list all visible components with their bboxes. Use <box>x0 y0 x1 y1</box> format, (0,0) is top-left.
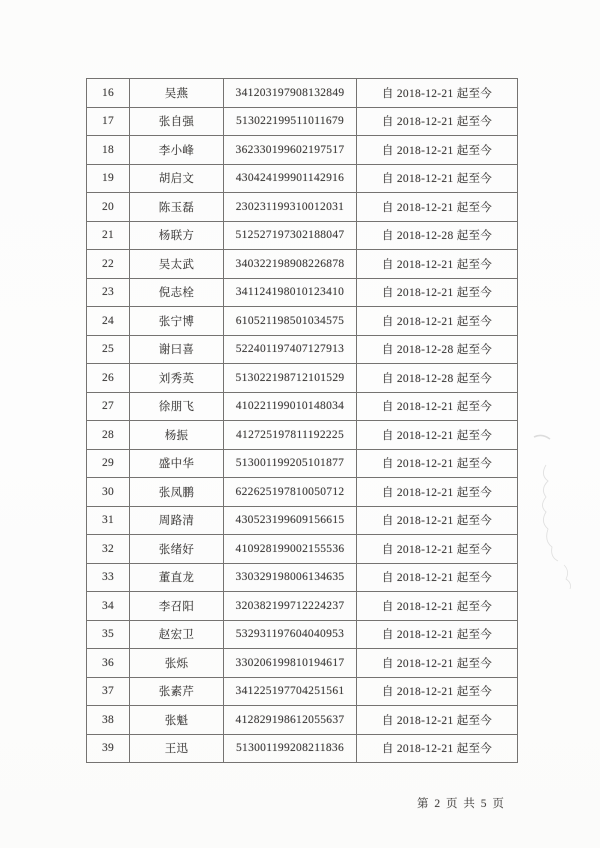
cell-no: 26 <box>87 364 130 393</box>
cell-id_number: 340322198908226878 <box>224 250 357 279</box>
cell-no: 21 <box>87 221 130 250</box>
cell-name: 盛中华 <box>130 449 224 478</box>
cell-id_number: 341124198010123410 <box>224 278 357 307</box>
cell-period: 自 2018-12-21 起至今 <box>357 250 518 279</box>
cell-no: 23 <box>87 278 130 307</box>
cell-period: 自 2018-12-21 起至今 <box>357 706 518 735</box>
cell-id_number: 513001199208211836 <box>224 734 357 763</box>
cell-id_number: 320382199712224237 <box>224 592 357 621</box>
cell-name: 谢曰喜 <box>130 335 224 364</box>
cell-period: 自 2018-12-21 起至今 <box>357 677 518 706</box>
cell-id_number: 412829198612055637 <box>224 706 357 735</box>
cell-no: 30 <box>87 478 130 507</box>
cell-no: 24 <box>87 307 130 336</box>
cell-name: 刘秀英 <box>130 364 224 393</box>
cell-no: 22 <box>87 250 130 279</box>
cell-period: 自 2018-12-21 起至今 <box>357 535 518 564</box>
cell-name: 张凤鹏 <box>130 478 224 507</box>
cell-period: 自 2018-12-21 起至今 <box>357 620 518 649</box>
cell-id_number: 341203197908132849 <box>224 79 357 108</box>
table-row <box>87 592 518 621</box>
cell-no: 25 <box>87 335 130 364</box>
table-row <box>87 677 518 706</box>
table-row <box>87 620 518 649</box>
cell-id_number: 430523199609156615 <box>224 506 357 535</box>
cell-no: 27 <box>87 392 130 421</box>
cell-period: 自 2018-12-21 起至今 <box>357 563 518 592</box>
table-row <box>87 221 518 250</box>
cell-no: 36 <box>87 649 130 678</box>
cell-no: 31 <box>87 506 130 535</box>
table-row <box>87 706 518 735</box>
cell-name: 王迅 <box>130 734 224 763</box>
table-row <box>87 449 518 478</box>
cell-name: 杨联方 <box>130 221 224 250</box>
table-row <box>87 506 518 535</box>
cell-name: 周路清 <box>130 506 224 535</box>
cell-name: 赵宏卫 <box>130 620 224 649</box>
table-row <box>87 535 518 564</box>
cell-period: 自 2018-12-21 起至今 <box>357 592 518 621</box>
cell-id_number: 330206199810194617 <box>224 649 357 678</box>
cell-period: 自 2018-12-21 起至今 <box>357 107 518 136</box>
cell-id_number: 532931197604040953 <box>224 620 357 649</box>
table-row <box>87 107 518 136</box>
cell-name: 张烁 <box>130 649 224 678</box>
table-row <box>87 364 518 393</box>
cell-name: 陈玉磊 <box>130 193 224 222</box>
cell-no: 20 <box>87 193 130 222</box>
cell-id_number: 330329198006134635 <box>224 563 357 592</box>
cell-period: 自 2018-12-21 起至今 <box>357 421 518 450</box>
table-row <box>87 193 518 222</box>
cell-no: 38 <box>87 706 130 735</box>
cell-id_number: 610521198501034575 <box>224 307 357 336</box>
table-row <box>87 734 518 763</box>
personnel-roster-table <box>86 78 518 763</box>
cell-no: 35 <box>87 620 130 649</box>
cell-period: 自 2018-12-28 起至今 <box>357 364 518 393</box>
cell-name: 李召阳 <box>130 592 224 621</box>
cell-id_number: 513022198712101529 <box>224 364 357 393</box>
table-row <box>87 164 518 193</box>
cell-name: 董直龙 <box>130 563 224 592</box>
table-body <box>87 79 518 763</box>
table-row <box>87 478 518 507</box>
cell-no: 19 <box>87 164 130 193</box>
table-row <box>87 392 518 421</box>
cell-name: 张素芹 <box>130 677 224 706</box>
table-row <box>87 335 518 364</box>
page-number-footer: 第 2 页 共 5 页 <box>417 798 506 810</box>
cell-no: 37 <box>87 677 130 706</box>
cell-period: 自 2018-12-21 起至今 <box>357 307 518 336</box>
cell-no: 33 <box>87 563 130 592</box>
cell-id_number: 410928199002155536 <box>224 535 357 564</box>
cell-period: 自 2018-12-21 起至今 <box>357 449 518 478</box>
cell-no: 32 <box>87 535 130 564</box>
cell-period: 自 2018-12-28 起至今 <box>357 221 518 250</box>
cell-name: 张绪好 <box>130 535 224 564</box>
cell-name: 杨振 <box>130 421 224 450</box>
table-row <box>87 250 518 279</box>
cell-name: 徐朋飞 <box>130 392 224 421</box>
cell-name: 张自强 <box>130 107 224 136</box>
cell-no: 16 <box>87 79 130 108</box>
cell-period: 自 2018-12-21 起至今 <box>357 164 518 193</box>
cell-period: 自 2018-12-21 起至今 <box>357 79 518 108</box>
cell-id_number: 362330199602197517 <box>224 136 357 165</box>
cell-id_number: 341225197704251561 <box>224 677 357 706</box>
cell-id_number: 513022199511011679 <box>224 107 357 136</box>
cell-period: 自 2018-12-21 起至今 <box>357 478 518 507</box>
cell-id_number: 622625197810050712 <box>224 478 357 507</box>
cell-period: 自 2018-12-21 起至今 <box>357 278 518 307</box>
cell-id_number: 522401197407127913 <box>224 335 357 364</box>
cell-id_number: 230231199310012031 <box>224 193 357 222</box>
scan-artifact-mark <box>516 425 586 595</box>
cell-name: 张魁 <box>130 706 224 735</box>
cell-no: 18 <box>87 136 130 165</box>
cell-period: 自 2018-12-28 起至今 <box>357 335 518 364</box>
cell-id_number: 410221199010148034 <box>224 392 357 421</box>
cell-period: 自 2018-12-21 起至今 <box>357 649 518 678</box>
cell-id_number: 513001199205101877 <box>224 449 357 478</box>
table-row <box>87 136 518 165</box>
table-row <box>87 79 518 108</box>
cell-period: 自 2018-12-21 起至今 <box>357 734 518 763</box>
cell-period: 自 2018-12-21 起至今 <box>357 193 518 222</box>
cell-name: 张宁博 <box>130 307 224 336</box>
cell-no: 28 <box>87 421 130 450</box>
cell-id_number: 412725197811192225 <box>224 421 357 450</box>
cell-period: 自 2018-12-21 起至今 <box>357 392 518 421</box>
cell-no: 39 <box>87 734 130 763</box>
table-row <box>87 563 518 592</box>
cell-name: 胡启文 <box>130 164 224 193</box>
cell-no: 34 <box>87 592 130 621</box>
table-row <box>87 307 518 336</box>
cell-id_number: 512527197302188047 <box>224 221 357 250</box>
cell-name: 倪志栓 <box>130 278 224 307</box>
table-row <box>87 649 518 678</box>
cell-name: 吴燕 <box>130 79 224 108</box>
cell-period: 自 2018-12-21 起至今 <box>357 506 518 535</box>
cell-name: 吴太武 <box>130 250 224 279</box>
cell-no: 17 <box>87 107 130 136</box>
table-row <box>87 278 518 307</box>
cell-name: 李小峰 <box>130 136 224 165</box>
cell-id_number: 430424199901142916 <box>224 164 357 193</box>
cell-period: 自 2018-12-21 起至今 <box>357 136 518 165</box>
cell-no: 29 <box>87 449 130 478</box>
table-row <box>87 421 518 450</box>
